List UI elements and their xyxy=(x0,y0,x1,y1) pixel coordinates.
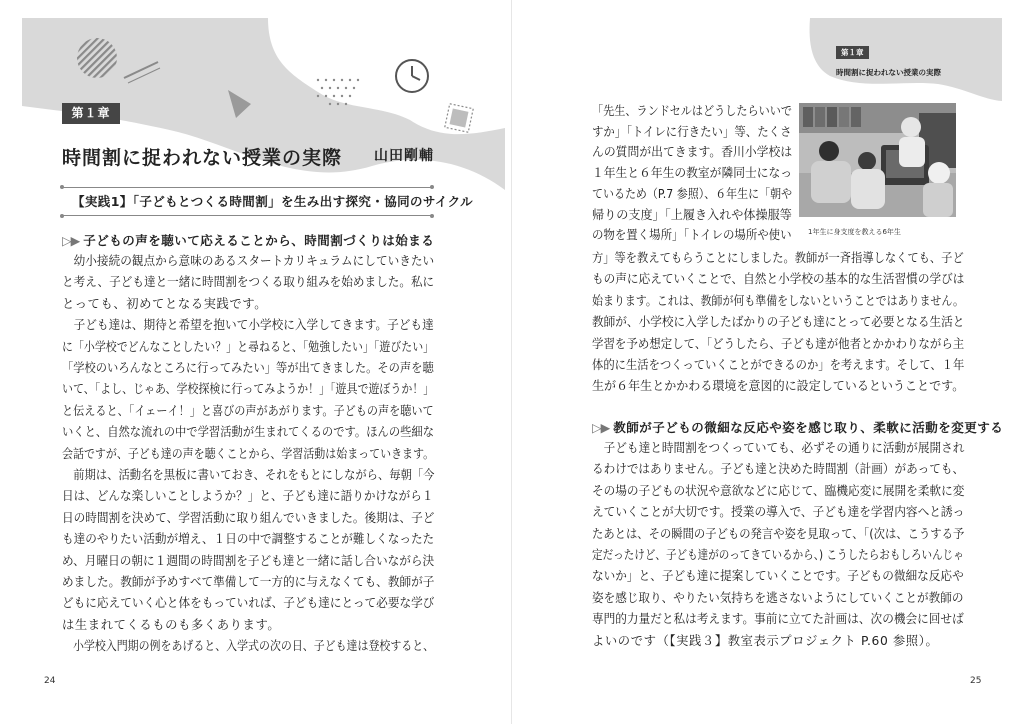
text-line: 「学校のいろんなところに行ってみたい」等が出てきました。その声を聴 xyxy=(62,361,434,375)
text-line: えていくことが大切です。授業の導入で、子ども達を学習内容へと誘っ xyxy=(592,505,965,520)
author-name: 山田剛輔 xyxy=(374,148,434,164)
text-line: の物を置く場所」「トイレの場所や使い xyxy=(592,228,792,243)
text-line: どもに応えていく心と体をもっていれば、子ども達にとって必要な学び xyxy=(62,596,435,611)
text-line: よいのです（【実践３】教室表示プロジェクト P.60 参照）。 xyxy=(592,633,939,648)
text-line: 日は、どんな楽しいことしようか？」と、子ども達に語りかけながら１ xyxy=(62,489,434,504)
section-heading-2 xyxy=(592,418,1003,436)
text-line: とっても、初めてとなる実践です。 xyxy=(62,296,268,311)
section-heading-text: 教師が子どもの微細な反応や姿を感じ取り、柔軟に活動を変更する xyxy=(613,420,1004,435)
text-line: たあとは、その瞬間の子どもの発言や姿を見取って、「(次は、こうする予 xyxy=(592,526,965,541)
text-line: 子ども達と時間割をつくっていても、必ずその通りに活動が展開され xyxy=(592,441,965,455)
text-line: 帰りの支度」「上履き入れや体操服等 xyxy=(592,207,792,222)
text-line: 前期は、活動名を黒板に書いておき、それをもとにしながら、毎朝「今 xyxy=(62,468,435,482)
text-line: もの声に応えていくことで、自然と小学校の基本的な生活習慣の学びは xyxy=(592,272,965,287)
text-line: めました。教師が予めすべて準備して一方的に与えなくても、教師が子 xyxy=(62,575,435,589)
page-number: 25 xyxy=(970,676,982,686)
text-line: その場の子どもの状況や意欲などに応じて、臨機応変に展開を柔軟に変 xyxy=(592,483,965,498)
text-line: いて、「よし、じゃあ、学校探検に行ってみようか！」「遊具で遊ぼうか！」 xyxy=(62,382,435,397)
text-line: 始まります。これは、教師が何も準備をしないということではありません。 xyxy=(592,293,964,308)
text-line: 定だったけど、子ども達がのってきているから、) こうしたらおもしろいんじゃ xyxy=(592,548,964,562)
striped-circle xyxy=(77,38,117,78)
photo-caption: 1年生に身支度を教える6年生 xyxy=(808,228,901,236)
text-line: 専門的力量だと私は考えます。事前に立てた計画は、次の機会に回せば xyxy=(592,612,964,627)
text-line: 体的に生活をつくっていくことができるのか」を考えます。そして、１年 xyxy=(592,358,965,372)
arrow-mark-icon: ▷▶ xyxy=(62,233,80,248)
text-line: 日の時間割を決めて、学習活動に取り組んでいきました。後期は、子ど xyxy=(62,510,435,525)
text-line: に「小学校でどんなことしたい？」と尋ねると、「勉強したい」「遊びたい」 xyxy=(62,339,435,354)
text-line: ているため（P.7 参照）、６年生に「朝や xyxy=(592,186,793,201)
chapter-title: 時間割に捉われない授業の実際 xyxy=(62,147,343,169)
text-line: １年生と６年生の教室が隣同士になっ xyxy=(592,166,793,181)
running-head-badge: 第１章 xyxy=(836,46,869,59)
text-line: も達のやりたい活動が増え、１日の中で調整することが難しくなったた xyxy=(62,532,435,547)
text-line: と考え、子ども達と一緒に時間割をつくる取り組みを始めました。私に xyxy=(62,275,435,290)
arrow-mark-icon: ▷▶ xyxy=(592,420,610,435)
text-line: は生まれてくるものも多くあります。 xyxy=(62,617,281,632)
clock-icon xyxy=(396,60,428,92)
section-heading-text: 子どもの声を聴いて応えることから、時間割づくりは始まる xyxy=(83,233,435,248)
text-line: 生が６年生とかかわる環境を意図的に設定しているということです。 xyxy=(592,379,965,394)
page-number: 24 xyxy=(44,676,56,686)
running-head-title: 時間割に捉われない授業の実際 xyxy=(836,68,941,77)
classroom-photo xyxy=(799,103,956,217)
text-line: 幼小接続の観点から意味のあるスタートカリキュラムにしていきたい xyxy=(62,254,435,268)
text-line: 学習を予め想定して、「どうしたら、子ども達が他者とかかわりながら主 xyxy=(592,336,965,351)
text-line: 教師が、小学校に入学したばかりの子ども達にとって必要となる生活と xyxy=(592,315,965,330)
text-line: 姿を感じ取り、やりたい気持ちを逃さないようにしていくことが教師の xyxy=(592,590,964,605)
text-line: んの質問が出てきます。香川小学校は xyxy=(592,145,793,160)
text-line: 子ども達は、期待と希望を抱いて小学校に入学してきます。子ども達 xyxy=(62,318,434,333)
practice-heading: 【実践1】「子どもとつくる時間割」を生み出す探究・協同のサイクル xyxy=(72,194,473,209)
section-heading xyxy=(62,231,434,249)
text-line: 会話ですが、子ども達の声を聴くことから、学習活動は始まっていきます。 xyxy=(62,446,435,461)
running-head xyxy=(836,40,946,78)
text-line: るわけではありません。子ども達と決めた時間割（計画）があっても、 xyxy=(592,462,965,477)
text-line: 小学校入門期の例をあげると、入学式の次の日、子ども達は登校すると、 xyxy=(62,639,435,654)
text-line: 方」等を教えてもらうことにしました。教師が一斉指導しなくても、子ど xyxy=(592,251,964,265)
practice-heading-box xyxy=(62,187,473,216)
text-line: いくと、自然な流れの中で学習活動が生まれてくるのです。ほんの些細な xyxy=(62,425,435,440)
chapter-badge: 第１章 xyxy=(62,103,120,124)
text-line: 「先生、ランドセルはどうしたらいいで xyxy=(592,104,792,118)
text-line: すか」「トイレに行きたい」等、たくさ xyxy=(592,124,792,139)
text-line: ないか」と、子ども達に提案していくことです。子どもの微細な反応や xyxy=(592,569,964,584)
text-line: め、月曜日の朝に１週間の時間割を子ども達と一緒に話し合いながら決 xyxy=(62,553,435,568)
text-line: と伝えると、「イェーイ！」と喜びの声があがります。子どもの声を聴いて xyxy=(62,403,434,418)
